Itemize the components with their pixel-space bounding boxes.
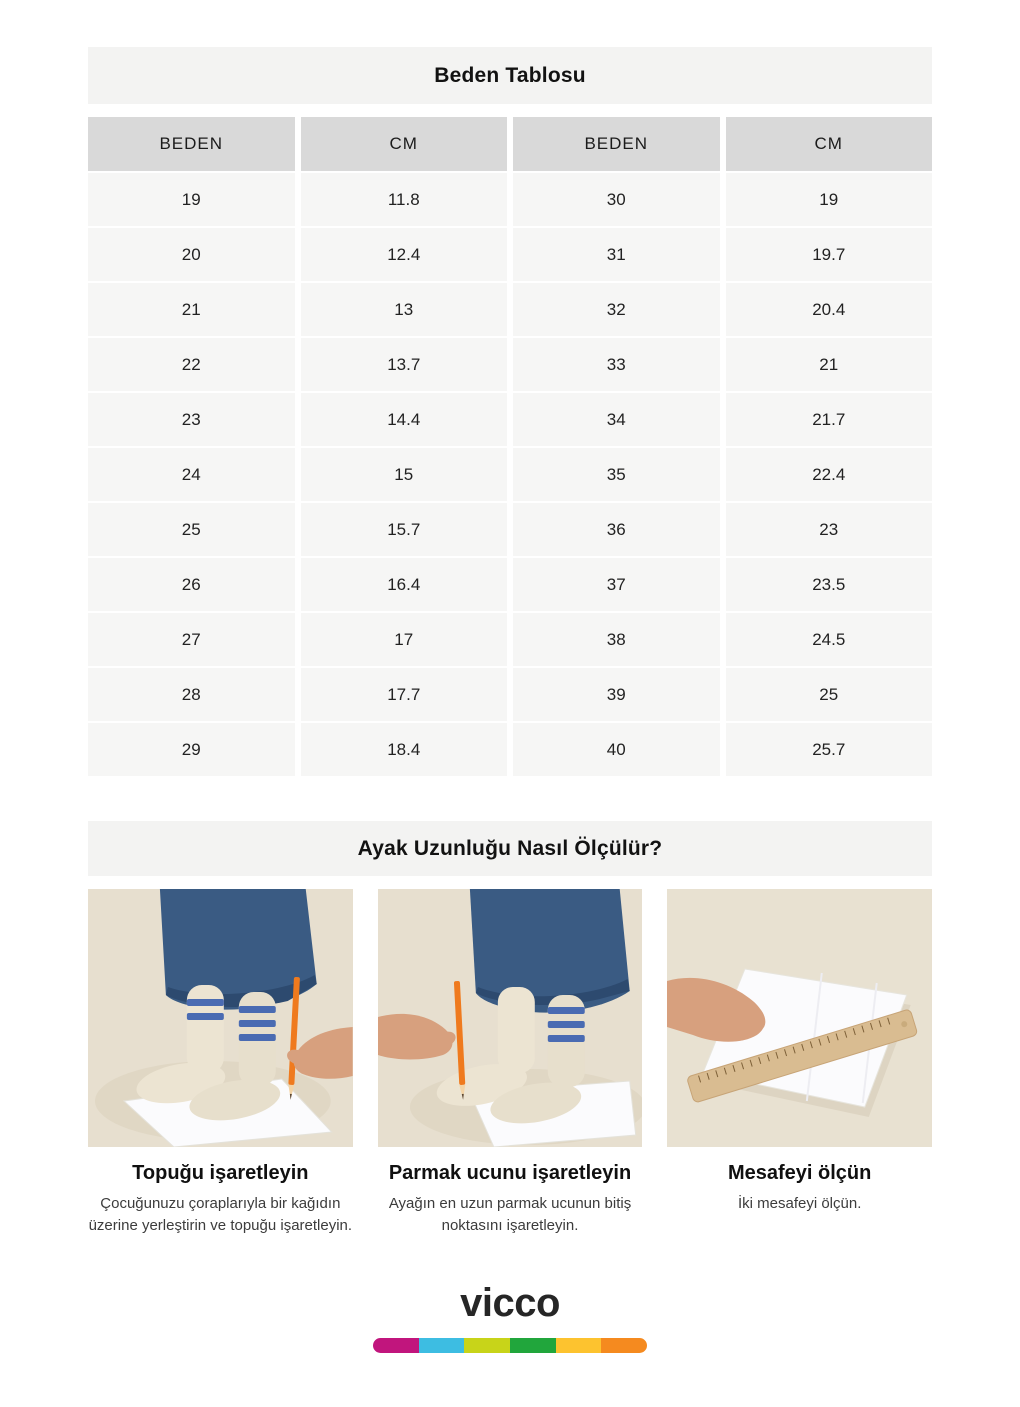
size-table-cell: 19.7 xyxy=(726,228,933,281)
size-table-cell: 14.4 xyxy=(301,393,508,446)
size-table-cell: 19 xyxy=(726,173,933,226)
size-table-cell: 37 xyxy=(513,558,720,611)
size-table-cell: 17 xyxy=(301,613,508,666)
column-header-beden-1: BEDEN xyxy=(88,117,295,171)
mark-heel-photo xyxy=(88,889,353,1147)
step-heading: Mesafeyi ölçün xyxy=(727,1162,872,1184)
step-description: Ayağın en uzun parmak ucunun bitiş noktasını işaretleyin. xyxy=(388,1195,632,1234)
step-caption xyxy=(88,1162,353,1237)
size-table-cell: 11.8 xyxy=(301,173,508,226)
size-table-cell: 24.5 xyxy=(726,613,933,666)
step-mark-heel xyxy=(88,889,353,1237)
size-table-cell: 35 xyxy=(513,448,720,501)
footer xyxy=(88,1281,932,1353)
step-measure-distance xyxy=(667,889,932,1237)
step-heading: Parmak ucunu işaretleyin xyxy=(388,1162,632,1184)
size-table-header-row xyxy=(88,117,932,171)
brand-color-bar xyxy=(373,1338,647,1353)
size-table-body xyxy=(88,173,932,776)
size-table-cell: 25.7 xyxy=(726,723,933,776)
size-table-cell: 15 xyxy=(301,448,508,501)
size-table-cell: 26 xyxy=(88,558,295,611)
size-table-cell: 24 xyxy=(88,448,295,501)
measure-title-band xyxy=(88,821,932,876)
size-table-cell: 19 xyxy=(88,173,295,226)
size-table-cell: 36 xyxy=(513,503,720,556)
size-table-title-band xyxy=(88,47,932,104)
measure-steps xyxy=(88,889,932,1237)
size-table-cell: 21 xyxy=(88,283,295,336)
brand-bar-segment xyxy=(510,1338,556,1353)
size-table-title: Beden Tablosu xyxy=(434,63,586,87)
size-table-cell: 34 xyxy=(513,393,720,446)
size-table-cell: 23 xyxy=(726,503,933,556)
step-mark-toe xyxy=(378,889,643,1237)
size-table-cell: 29 xyxy=(88,723,295,776)
brand-bar-segment xyxy=(464,1338,510,1353)
size-table-cell: 22.4 xyxy=(726,448,933,501)
step-description: İki mesafeyi ölçün. xyxy=(737,1195,862,1212)
mark-heel-illustration xyxy=(88,889,353,1147)
size-table-cell: 31 xyxy=(513,228,720,281)
size-table-cell: 25 xyxy=(88,503,295,556)
size-table-cell: 13.7 xyxy=(301,338,508,391)
size-table-cell: 16.4 xyxy=(301,558,508,611)
size-table-cell: 12.4 xyxy=(301,228,508,281)
size-guide-page xyxy=(88,47,932,1353)
brand-bar-segment xyxy=(419,1338,465,1353)
size-table-cell: 21 xyxy=(726,338,933,391)
size-table-cell: 30 xyxy=(513,173,720,226)
size-table-cell: 38 xyxy=(513,613,720,666)
size-table-cell: 21.7 xyxy=(726,393,933,446)
mark-toe-photo xyxy=(378,889,643,1147)
size-table-cell: 23 xyxy=(88,393,295,446)
mark-toe-illustration xyxy=(378,889,643,1147)
brand-bar-segment xyxy=(556,1338,602,1353)
size-table-cell: 20 xyxy=(88,228,295,281)
column-header-beden-2: BEDEN xyxy=(513,117,720,171)
size-table-cell: 28 xyxy=(88,668,295,721)
step-description: Çocuğunuzu çoraplarıyla bir kağıdın üzerine yerleştirin ve topuğu işaretleyin. xyxy=(88,1195,353,1234)
size-table-cell: 17.7 xyxy=(301,668,508,721)
brand-bar-segment xyxy=(373,1338,419,1353)
size-table-cell: 25 xyxy=(726,668,933,721)
size-table-cell: 20.4 xyxy=(726,283,933,336)
size-table-cell: 22 xyxy=(88,338,295,391)
step-caption xyxy=(667,1162,932,1215)
size-table-cell: 33 xyxy=(513,338,720,391)
measure-title: Ayak Uzunluğu Nasıl Ölçülür? xyxy=(357,836,663,860)
size-table-cell: 40 xyxy=(513,723,720,776)
size-table-cell: 32 xyxy=(513,283,720,336)
column-header-cm-1: CM xyxy=(301,117,508,171)
size-table-cell: 13 xyxy=(301,283,508,336)
measure-distance-photo xyxy=(667,889,932,1147)
size-table-cell: 23.5 xyxy=(726,558,933,611)
size-table-cell: 18.4 xyxy=(301,723,508,776)
measure-distance-illustration xyxy=(667,889,932,1147)
size-table-cell: 15.7 xyxy=(301,503,508,556)
step-caption xyxy=(378,1162,643,1237)
column-header-cm-2: CM xyxy=(726,117,933,171)
step-heading: Topuğu işaretleyin xyxy=(132,1162,309,1184)
size-table-cell: 39 xyxy=(513,668,720,721)
brand-logo: vicco xyxy=(460,1280,560,1325)
brand-bar-segment xyxy=(601,1338,647,1353)
size-table-cell: 27 xyxy=(88,613,295,666)
